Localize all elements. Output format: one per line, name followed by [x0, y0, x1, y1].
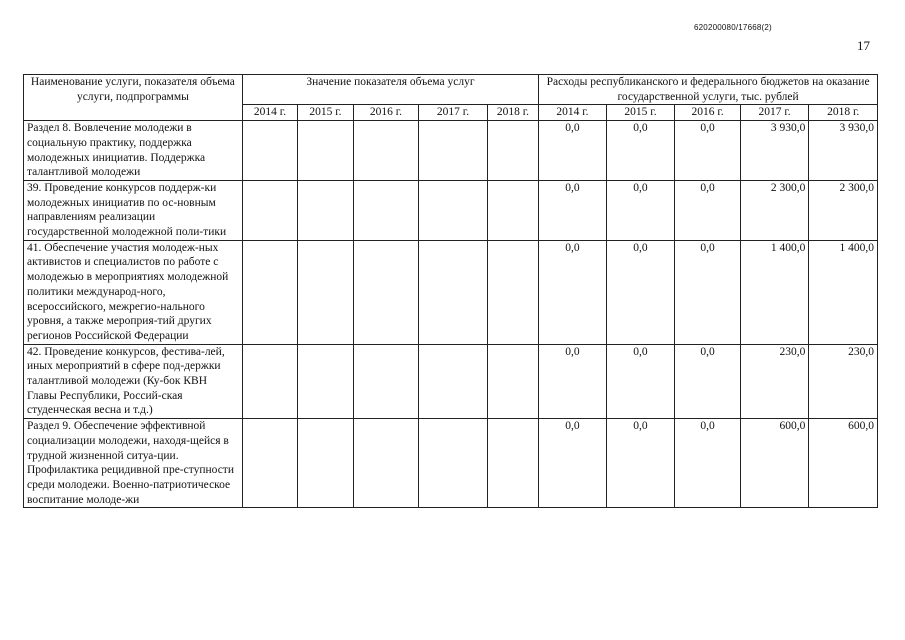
year-header-volume: 2016 г. [353, 105, 419, 121]
document-code: 620200080/17668(2) [694, 23, 772, 32]
budget-value-cell: 0,0 [539, 121, 607, 181]
volume-value-cell [353, 121, 419, 181]
budget-value-cell: 0,0 [539, 419, 607, 508]
year-header-volume: 2017 г. [419, 105, 488, 121]
volume-value-cell [353, 240, 419, 344]
volume-value-cell [242, 419, 297, 508]
table-row [24, 180, 878, 240]
budget-value-cell: 1 400,0 [809, 240, 878, 344]
volume-value-cell [298, 240, 353, 344]
year-header-volume: 2018 г. [487, 105, 538, 121]
volume-value-cell [353, 419, 419, 508]
service-name-cell: Раздел 8. Вовлечение молодежи в социальную практику, поддержка молодежных инициатив. Поддержка талантливой молодежи [24, 121, 243, 181]
volume-value-cell [419, 240, 488, 344]
table-row [24, 240, 878, 344]
budget-value-cell: 0,0 [539, 240, 607, 344]
budget-value-cell: 0,0 [539, 344, 607, 419]
budget-value-cell: 600,0 [809, 419, 878, 508]
volume-value-cell [487, 419, 538, 508]
column-header-name: Наименование услуги, показателя объема услуги, подпрограммы [24, 75, 243, 121]
volume-value-cell [242, 180, 297, 240]
service-name-cell: 41. Обеспечение участия молодеж-ных активистов и специалистов по работе с молодежью в мероприятиях молодежной политики международ-ного, всероссийского, межрегио-нального уровня, а также мероприя-тий других регионов Российской Федерации [24, 240, 243, 344]
volume-value-cell [487, 344, 538, 419]
service-name-cell: Раздел 9. Обеспечение эффективной социализации молодежи, находя-щейся в трудной жизненной ситуа-ции. Профилактика рецидивной пре-ступности среди молодежи. Военно-патриотическое воспитание молоде-жи [24, 419, 243, 508]
budget-value-cell: 0,0 [675, 240, 741, 344]
budget-value-cell: 0,0 [675, 419, 741, 508]
table-body [24, 121, 878, 508]
budget-value-cell: 600,0 [740, 419, 809, 508]
volume-value-cell [419, 121, 488, 181]
table-row [24, 419, 878, 508]
year-header-volume: 2015 г. [298, 105, 353, 121]
year-header-budget: 2016 г. [675, 105, 741, 121]
header-row-groups [24, 75, 878, 105]
budget-value-cell: 2 300,0 [809, 180, 878, 240]
year-header-budget: 2014 г. [539, 105, 607, 121]
budget-value-cell: 0,0 [606, 344, 675, 419]
volume-value-cell [487, 180, 538, 240]
budget-value-cell: 0,0 [606, 121, 675, 181]
table-row [24, 344, 878, 419]
column-group-volume: Значение показателя объема услуг [242, 75, 538, 105]
service-name-cell: 39. Проведение конкурсов поддерж-ки молодежных инициатив по ос-новным направлениям реализации государственной молодежной поли-тики [24, 180, 243, 240]
budget-value-cell: 0,0 [675, 121, 741, 181]
volume-value-cell [242, 240, 297, 344]
budget-value-cell: 0,0 [675, 180, 741, 240]
volume-value-cell [298, 180, 353, 240]
budget-value-cell: 1 400,0 [740, 240, 809, 344]
budget-value-cell: 230,0 [809, 344, 878, 419]
year-header-budget: 2015 г. [606, 105, 675, 121]
service-name-cell: 42. Проведение конкурсов, фестива-лей, иных мероприятий в сфере под-держки талантливой молодежи (Ку-бок КВН Главы Республики, Россий-ская студенческая весна и т.д.) [24, 344, 243, 419]
volume-value-cell [242, 344, 297, 419]
budget-value-cell: 2 300,0 [740, 180, 809, 240]
budget-value-cell: 0,0 [606, 419, 675, 508]
year-header-volume: 2014 г. [242, 105, 297, 121]
page-number: 17 [857, 38, 870, 53]
budget-value-cell: 3 930,0 [809, 121, 878, 181]
year-header-budget: 2017 г. [740, 105, 809, 121]
volume-value-cell [298, 419, 353, 508]
column-group-budget: Расходы республиканского и федерального бюджетов на оказание государственной услуги, тыс. рублей [539, 75, 878, 105]
budget-value-cell: 3 930,0 [740, 121, 809, 181]
budget-table [23, 74, 878, 508]
budget-value-cell: 0,0 [675, 344, 741, 419]
volume-value-cell [419, 180, 488, 240]
volume-value-cell [487, 121, 538, 181]
volume-value-cell [353, 180, 419, 240]
budget-value-cell: 0,0 [606, 180, 675, 240]
volume-value-cell [487, 240, 538, 344]
volume-value-cell [353, 344, 419, 419]
volume-value-cell [419, 419, 488, 508]
table-row [24, 121, 878, 181]
volume-value-cell [298, 121, 353, 181]
volume-value-cell [242, 121, 297, 181]
year-header-budget: 2018 г. [809, 105, 878, 121]
volume-value-cell [419, 344, 488, 419]
volume-value-cell [298, 344, 353, 419]
budget-value-cell: 230,0 [740, 344, 809, 419]
budget-value-cell: 0,0 [539, 180, 607, 240]
budget-value-cell: 0,0 [606, 240, 675, 344]
